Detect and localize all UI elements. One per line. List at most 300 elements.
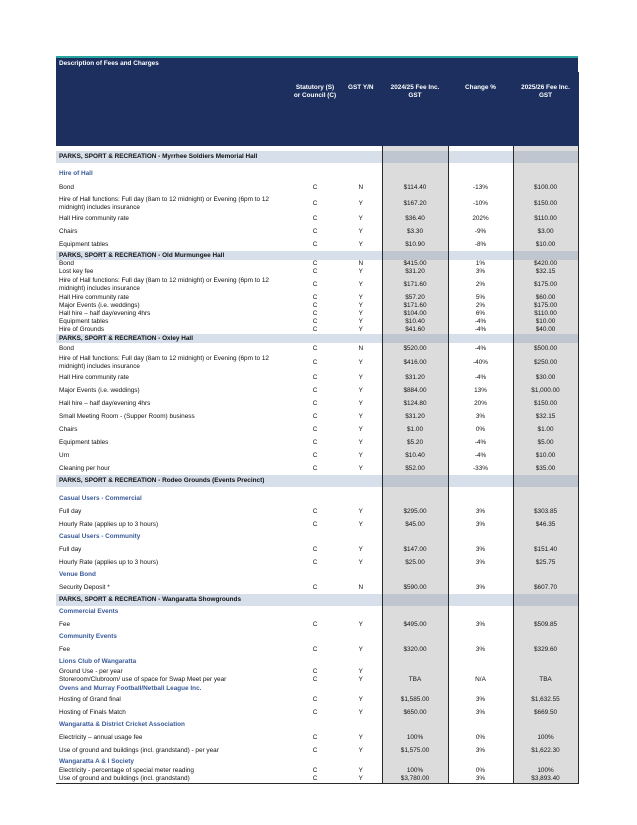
cell-fee-2025-26: $500.00	[513, 343, 578, 354]
cell-fee-2024-25	[382, 606, 448, 618]
table-row	[56, 293, 578, 302]
cell-description: Hall hire – half day/evening 4hrs	[59, 310, 151, 318]
cell-fee-2025-26: $151.40	[513, 543, 578, 556]
cell-fee-2025-26: $100.00	[513, 180, 578, 195]
cell-fee-2024-25: $416.00	[382, 354, 448, 371]
cell-fee-2025-26: $46.35	[513, 518, 578, 531]
cell-change: -4%	[474, 326, 487, 334]
cell-gst	[340, 531, 382, 543]
table-row	[56, 397, 578, 410]
cell-fee-2024-25: $415.00	[382, 260, 448, 268]
cell-change: -4%	[474, 438, 487, 446]
cell-fee-2024-25: $520.00	[382, 343, 448, 354]
cell-fee-2025-26: $10.00	[513, 318, 578, 326]
cell-fee-2024-25	[382, 757, 448, 767]
subsection-row	[56, 656, 578, 668]
cell-gst: Y	[358, 451, 363, 459]
table-row	[56, 268, 578, 276]
table-row	[56, 693, 578, 706]
cell-statutory	[290, 334, 340, 343]
cell-statutory	[290, 475, 340, 487]
cell-change	[448, 492, 513, 505]
cell-change	[448, 757, 513, 767]
cell-change	[448, 531, 513, 543]
cell-fee-2024-25: $884.00	[382, 384, 448, 397]
cell-description: Equipment tables	[59, 438, 109, 446]
cell-gst	[340, 719, 382, 731]
cell-fee-2025-26	[513, 594, 578, 606]
cell-gst	[340, 569, 382, 581]
cell-fee-2024-25	[382, 475, 448, 487]
cell-fee-2024-25	[382, 251, 448, 260]
cell-gst: Y	[358, 507, 363, 515]
table-row	[56, 462, 578, 475]
table-row	[56, 260, 578, 268]
cell-description: Bond	[59, 183, 74, 191]
cell-description: Ovens and Murray Football/Netball League Inc.	[59, 684, 202, 692]
cell-fee-2024-25	[382, 531, 448, 543]
cell-change: 3%	[475, 620, 486, 628]
subsection-row	[56, 757, 578, 767]
cell-statutory: C	[312, 293, 318, 301]
cell-statutory: C	[312, 183, 318, 191]
cell-fee-2025-26: $509.85	[513, 618, 578, 631]
cell-description: Small Meeting Room - (Supper Room) business	[59, 412, 195, 420]
cell-description: Commercial Events	[59, 608, 119, 616]
cell-statutory: C	[312, 708, 318, 716]
cell-description: Hourly Rate (applies up to 3 hours)	[59, 558, 159, 566]
cell-fee-2024-25: $3,780.00	[382, 775, 448, 783]
cell-gst	[340, 631, 382, 643]
cell-gst	[340, 151, 382, 163]
cell-change	[448, 606, 513, 618]
subsection-row	[56, 492, 578, 505]
header-change: Change %	[448, 72, 513, 146]
header-gst: GST Y/N	[340, 72, 382, 146]
cell-fee-2025-26: $607.70	[513, 581, 578, 594]
cell-description: Hosting of Grand final	[59, 695, 121, 703]
cell-fee-2025-26: $40.00	[513, 326, 578, 334]
cell-description: Hosting of Finals Match	[59, 708, 126, 716]
section-header-row	[56, 151, 578, 163]
table-row	[56, 676, 578, 684]
cell-change: 1%	[475, 260, 486, 268]
cell-fee-2025-26	[513, 151, 578, 163]
table-title: Description of Fees and Charges	[56, 58, 578, 72]
cell-gst: Y	[358, 214, 363, 222]
cell-gst: N	[358, 260, 364, 268]
cell-fee-2025-26: $329.60	[513, 643, 578, 656]
cell-description: PARKS, SPORT & RECREATION - Old Murmungee Hall	[56, 251, 290, 260]
cell-statutory: C	[312, 695, 318, 703]
cell-gst: N	[358, 583, 364, 591]
cell-fee-2025-26: $175.00	[513, 276, 578, 293]
cell-fee-2024-25	[382, 334, 448, 343]
cell-description: Chairs	[59, 425, 78, 433]
cell-fee-2024-25: $5.20	[382, 436, 448, 449]
cell-change: 3%	[475, 412, 486, 420]
cell-gst: Y	[358, 373, 363, 381]
cell-gst	[340, 475, 382, 487]
cell-description: Hall hire – half day/evening 4hrs	[59, 399, 151, 407]
cell-description: PARKS, SPORT & RECREATION - Wangaratta Showgrounds	[56, 594, 290, 606]
table-body	[56, 146, 578, 783]
cell-description: Hall Hire community rate	[59, 214, 129, 222]
cell-change: 3%	[475, 520, 486, 528]
cell-fee-2025-26: $3.00	[513, 225, 578, 238]
cell-gst: Y	[358, 386, 363, 394]
cell-gst	[340, 656, 382, 668]
cell-gst: Y	[340, 775, 382, 783]
cell-statutory	[290, 531, 340, 543]
table-row	[56, 505, 578, 518]
table-row	[56, 410, 578, 423]
cell-fee-2025-26: $110.00	[513, 212, 578, 225]
cell-gst	[340, 168, 382, 180]
header-statutory: Statutory (S) or Council (C)	[290, 72, 340, 146]
cell-change: 202%	[472, 214, 489, 222]
cell-fee-2025-26: $150.00	[513, 397, 578, 410]
cell-gst: Y	[358, 676, 363, 684]
section-header-row	[56, 251, 578, 260]
cell-gst: Y	[358, 425, 363, 433]
cell-description: Full day	[59, 507, 82, 515]
cell-gst: Y	[358, 767, 363, 775]
cell-change: N/A	[475, 676, 486, 684]
cell-change	[448, 684, 513, 693]
cell-gst: N	[358, 344, 364, 352]
cell-description: PARKS, SPORT & RECREATION - Oxley Hall	[56, 334, 290, 343]
cell-statutory: C	[312, 280, 318, 288]
cell-description: Hire of Hall functions: Full day (8am to 12 midnight) or Evening (6pm to 12 midnight) includes insurance	[59, 276, 269, 292]
cell-fee-2025-26	[513, 719, 578, 731]
table-row	[56, 556, 578, 569]
cell-statutory	[290, 684, 340, 693]
cell-fee-2024-25: $114.40	[382, 180, 448, 195]
cell-statutory	[290, 251, 340, 260]
cell-description: Fee	[59, 645, 71, 653]
cell-change: 3%	[475, 545, 486, 553]
cell-statutory: C	[312, 746, 318, 754]
cell-fee-2025-26: $10.00	[513, 449, 578, 462]
cell-fee-2025-26: $303.85	[513, 505, 578, 518]
cell-description: Hire of Hall functions: Full day (8am to 12 midnight) or Evening (6pm to 12 midnight) includes insurance	[59, 354, 269, 370]
cell-fee-2024-25	[382, 569, 448, 581]
cell-gst: Y	[358, 708, 363, 716]
cell-change	[448, 475, 513, 487]
subsection-row	[56, 606, 578, 618]
table-row	[56, 423, 578, 436]
cell-fee-2025-26	[513, 606, 578, 618]
cell-statutory	[290, 569, 340, 581]
cell-fee-2024-25: $10.90	[382, 238, 448, 251]
header-fee-2024-25: 2024/25 Fee Inc. GST	[382, 72, 448, 146]
cell-fee-2025-26: $3,893.40	[513, 775, 578, 783]
cell-gst: Y	[358, 358, 363, 366]
cell-description: PARKS, SPORT & RECREATION - Rodeo Grounds (Events Precinct)	[56, 475, 290, 487]
cell-fee-2024-25: $1.00	[382, 423, 448, 436]
cell-change: -4%	[474, 373, 487, 381]
cell-statutory: C	[312, 373, 318, 381]
cell-statutory: C	[312, 545, 318, 553]
cell-fee-2024-25	[382, 719, 448, 731]
cell-statutory: C	[312, 268, 318, 276]
cell-fee-2025-26	[513, 684, 578, 693]
cell-statutory: C	[312, 260, 318, 268]
table-row	[56, 436, 578, 449]
cell-description: Security Deposit *	[59, 583, 110, 591]
cell-statutory	[290, 719, 340, 731]
cell-statutory: C	[312, 227, 318, 235]
cell-description: Major Events (i.e. weddings)	[59, 386, 140, 394]
cell-gst	[340, 251, 382, 260]
cell-description: Ground Use - per year	[59, 668, 123, 676]
cell-change	[448, 594, 513, 606]
cell-fee-2024-25: $295.00	[382, 505, 448, 518]
cell-statutory: C	[312, 318, 318, 326]
cell-statutory: C	[312, 733, 318, 741]
cell-fee-2024-25	[382, 631, 448, 643]
cell-statutory: C	[312, 399, 318, 407]
cell-description: Equipment tables	[59, 240, 109, 248]
subsection-row	[56, 531, 578, 543]
cell-change	[448, 668, 513, 676]
cell-change: 3%	[475, 695, 486, 703]
cell-change	[448, 151, 513, 163]
cell-fee-2025-26: $1,632.55	[513, 693, 578, 706]
cell-fee-2025-26: $32.15	[513, 410, 578, 423]
cell-description: Casual Users - Commercial	[59, 494, 142, 502]
cell-description: Use of ground and buildings (incl. grandstand) - per year	[59, 746, 219, 754]
subsection-row	[56, 168, 578, 180]
cell-statutory: C	[312, 240, 318, 248]
cell-statutory: C	[312, 302, 318, 310]
table-row	[56, 543, 578, 556]
cell-change: -4%	[474, 318, 487, 326]
cell-change: 2%	[475, 302, 486, 310]
header-fee-2025-26: 2025/26 Fee Inc. GST	[513, 72, 578, 146]
cell-fee-2024-25	[382, 668, 448, 676]
subsection-row	[56, 569, 578, 581]
cell-gst: Y	[358, 695, 363, 703]
cell-fee-2024-25: $41.60	[382, 326, 448, 334]
cell-gst: Y	[358, 199, 363, 207]
cell-description: Storeroom/Clubroom/ use of space for Swap Meet per year	[59, 676, 227, 684]
cell-gst: Y	[358, 293, 363, 301]
subsection-row	[56, 719, 578, 731]
cell-description: Venue Bond	[59, 571, 96, 579]
cell-fee-2024-25: $171.60	[382, 302, 448, 310]
cell-statutory: C	[312, 767, 318, 775]
cell-gst: Y	[358, 746, 363, 754]
cell-change: -10%	[473, 199, 488, 207]
cell-statutory: C	[312, 425, 318, 433]
cell-change: 3%	[475, 268, 486, 276]
cell-fee-2025-26: $250.00	[513, 354, 578, 371]
table-row	[56, 767, 578, 775]
cell-change: -33%	[473, 464, 488, 472]
cell-gst: Y	[358, 302, 363, 310]
cell-fee-2025-26	[513, 531, 578, 543]
table-row	[56, 225, 578, 238]
cell-fee-2025-26: 100%	[513, 767, 578, 775]
cell-change	[448, 719, 513, 731]
table-row	[56, 643, 578, 656]
cell-change	[448, 656, 513, 668]
cell-statutory: C	[312, 558, 318, 566]
cell-fee-2025-26: 100%	[513, 731, 578, 744]
cell-change	[448, 334, 513, 343]
cell-fee-2024-25: $650.00	[382, 706, 448, 719]
cell-gst: Y	[358, 558, 363, 566]
cell-fee-2025-26: $110.00	[513, 310, 578, 318]
cell-statutory: C	[312, 507, 318, 515]
cell-statutory	[290, 594, 340, 606]
table-row	[56, 581, 578, 594]
cell-gst	[340, 594, 382, 606]
cell-fee-2025-26: $35.00	[513, 462, 578, 475]
cell-description: Hall Hire community rate	[59, 373, 129, 381]
cell-statutory	[290, 757, 340, 767]
cell-fee-2024-25: $52.00	[382, 462, 448, 475]
cell-gst	[340, 757, 382, 767]
cell-description: Urn	[59, 451, 70, 459]
header-description-cell	[56, 72, 290, 146]
cell-gst: Y	[358, 620, 363, 628]
cell-description: Wangaratta A & I Society	[59, 758, 134, 766]
cell-statutory: C	[312, 344, 318, 352]
cell-fee-2025-26: $10.00	[513, 238, 578, 251]
cell-fee-2024-25	[382, 684, 448, 693]
cell-description: Hire of Hall	[59, 170, 93, 178]
fees-document	[56, 56, 578, 784]
table-row	[56, 744, 578, 757]
cell-fee-2025-26: $669.50	[513, 706, 578, 719]
cell-change: 3%	[475, 583, 486, 591]
cell-description: Hall Hire community rate	[59, 293, 129, 301]
fees-table	[56, 58, 579, 784]
table-row	[56, 310, 578, 318]
cell-fee-2024-25: $1,575.00	[382, 744, 448, 757]
cell-fee-2024-25: $45.00	[382, 518, 448, 531]
table-row	[56, 326, 578, 334]
cell-fee-2024-25: $495.00	[382, 618, 448, 631]
cell-fee-2025-26: $150.00	[513, 195, 578, 212]
cell-change: -4%	[474, 344, 487, 352]
table-row	[56, 212, 578, 225]
cell-statutory	[290, 606, 340, 618]
cell-change: 0%	[475, 425, 486, 433]
cell-description: Hire of Hall functions: Full day (8am to 12 midnight) or Evening (6pm to 12 midnight) includes insurance	[59, 195, 269, 211]
section-header-row	[56, 334, 578, 343]
cell-statutory	[290, 492, 340, 505]
cell-statutory: C	[312, 583, 318, 591]
cell-change: 20%	[474, 399, 487, 407]
cell-fee-2024-25: $10.40	[382, 449, 448, 462]
cell-fee-2025-26	[513, 475, 578, 487]
cell-gst	[340, 606, 382, 618]
cell-change	[448, 569, 513, 581]
cell-change	[448, 251, 513, 260]
table-row	[56, 238, 578, 251]
cell-fee-2024-25: $36.40	[382, 212, 448, 225]
cell-statutory: C	[312, 199, 318, 207]
cell-fee-2024-25: $104.00	[382, 310, 448, 318]
cell-change: 3%	[475, 558, 486, 566]
cell-fee-2024-25: TBA	[382, 676, 448, 684]
cell-statutory	[290, 656, 340, 668]
cell-description: Wangaratta & District Cricket Association	[59, 721, 185, 729]
cell-gst: Y	[358, 399, 363, 407]
cell-change: 3%	[475, 746, 486, 754]
cell-statutory: C	[312, 676, 318, 684]
table-row	[56, 449, 578, 462]
table-row	[56, 276, 578, 293]
cell-description: Bond	[59, 344, 74, 352]
cell-fee-2024-25	[382, 168, 448, 180]
cell-statutory: C	[312, 214, 318, 222]
cell-fee-2024-25: $171.60	[382, 276, 448, 293]
cell-fee-2025-26: $25.75	[513, 556, 578, 569]
cell-fee-2025-26: $32.15	[513, 268, 578, 276]
cell-fee-2025-26: TBA	[513, 676, 578, 684]
cell-fee-2025-26	[513, 492, 578, 505]
section-header-row	[56, 594, 578, 606]
cell-change: 3%	[475, 507, 486, 515]
cell-fee-2024-25: $3.30	[382, 225, 448, 238]
cell-gst	[340, 684, 382, 693]
cell-description: Lions Club of Wangaratta	[59, 658, 137, 666]
cell-change: 5%	[475, 293, 486, 301]
cell-gst: Y	[358, 240, 363, 248]
cell-fee-2024-25: $590.00	[382, 581, 448, 594]
cell-fee-2025-26	[513, 656, 578, 668]
cell-statutory: C	[312, 310, 318, 318]
subsection-row	[56, 631, 578, 643]
cell-fee-2025-26	[513, 631, 578, 643]
cell-change: 3%	[475, 708, 486, 716]
cell-change: 2%	[475, 280, 486, 288]
cell-fee-2025-26	[513, 251, 578, 260]
cell-change	[448, 168, 513, 180]
table-row	[56, 354, 578, 371]
cell-fee-2025-26: $60.00	[513, 293, 578, 302]
cell-gst: Y	[358, 280, 363, 288]
cell-fee-2024-25: $31.20	[382, 268, 448, 276]
cell-statutory: C	[312, 358, 318, 366]
cell-change: -9%	[474, 227, 487, 235]
table-row	[56, 318, 578, 326]
cell-statutory: C	[290, 775, 340, 783]
cell-statutory	[290, 151, 340, 163]
cell-statutory: C	[312, 412, 318, 420]
cell-fee-2025-26	[513, 168, 578, 180]
cell-gst: Y	[358, 645, 363, 653]
cell-gst: N	[358, 183, 364, 191]
cell-gst: Y	[358, 310, 363, 318]
cell-statutory: C	[312, 386, 318, 394]
cell-statutory: C	[312, 520, 318, 528]
cell-fee-2024-25: $10.40	[382, 318, 448, 326]
cell-change: 0%	[475, 733, 486, 741]
cell-fee-2024-25	[382, 151, 448, 163]
cell-fee-2024-25: 100%	[382, 767, 448, 775]
section-header-row	[56, 475, 578, 487]
cell-description: Casual Users - Community	[59, 533, 141, 541]
cell-gst: Y	[358, 318, 363, 326]
table-row	[56, 618, 578, 631]
cell-description: Electricity - percentage of special meter reading	[59, 767, 194, 775]
